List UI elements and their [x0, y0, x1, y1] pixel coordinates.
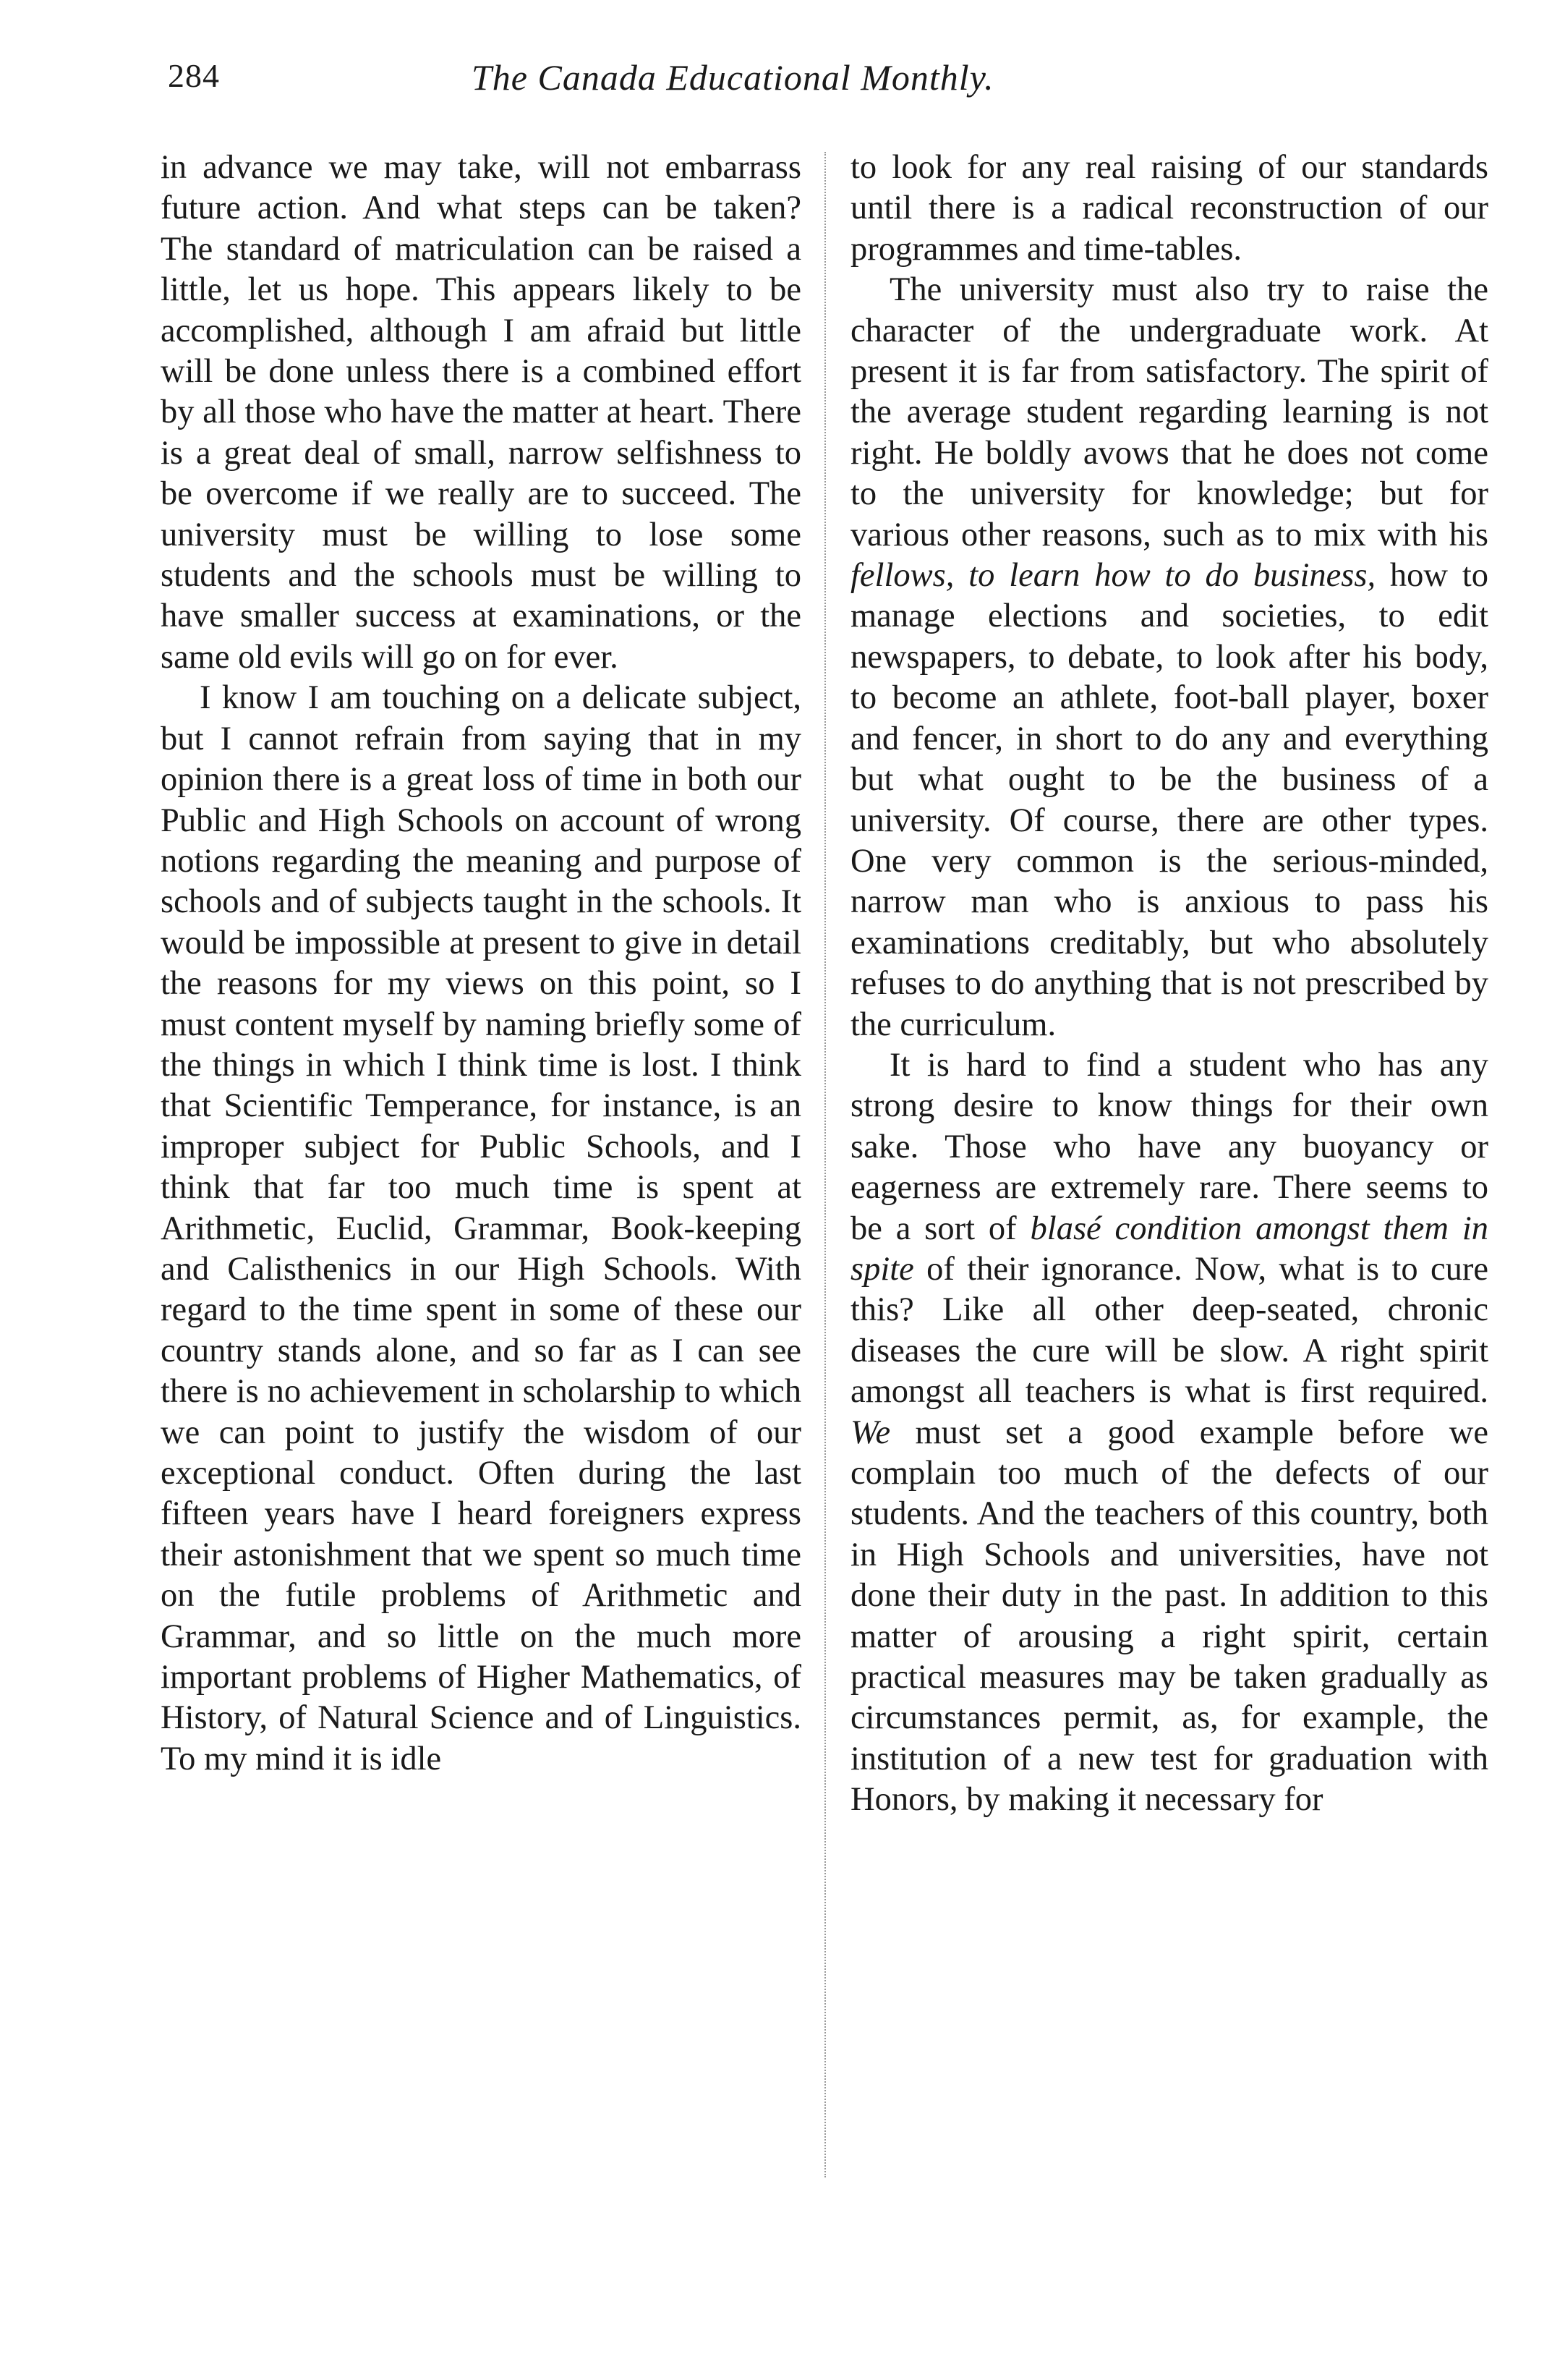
right-paragraph-3: [850, 1045, 1488, 1821]
right-paragraph-1: to look for any real raising of our standards until there is a radical reconstruction of our programmes and time-tables.: [850, 149, 1488, 268]
right-column: [850, 148, 1488, 1821]
left-column: [161, 148, 801, 1780]
column-divider: [824, 152, 827, 2177]
page-number: 284: [168, 57, 220, 94]
left-paragraph-2: I know I am touching on a delicate subject, but I cannot refrain from saying that in my opinion there is a great loss of time in both our Public and High Schools on account of wrong notions regarding the meaning and purpose of schools and of subjects taught in the schools. It would be impossible at present to give in detail the reasons for my views on this point, so I must content myself by naming briefly some of the things in which I think time is lost. I think that Scientific Temperance, for instance, is an improper subject for Public Schools, and I think that far too much time is spent at Arithmetic, Euclid, Grammar, Book-keeping and Calisthenics in our High Schools. With regard to the time spent in some of these our country stands alone, and so far as I can see there is no achievement in scholarship to which we can point to justify the wisdom of our exceptional conduct. Often during the last fifteen years have I heard foreigners express their astonishment that we spent so much time on the futile problems of Arithmetic and Grammar, and so little on the much more important problems of Higher Mathematics, of History, of Natural Science and of Linguistics. To my mind it is idle: [161, 679, 801, 1777]
running-head: [168, 56, 1166, 114]
right-paragraph-3-text-c: must set a good example before we complain too much of the defects of our students. And the teachers of this country, both in High Schools and universities, have not done their duty in the past. In addition to this matter of arousing a right spirit, certain practical measures may be taken gradually as circumstances permit, as, for example, the institution of a new test for graduation with Honors, by making it necessary for: [850, 1414, 1488, 1819]
right-paragraph-2-text-a: The university must also try to raise the character of the undergraduate work. At present it is far from satisfactory. The spirit of the average student regarding learning is not right. He boldly avows that he does not come to the university for knowledge; but for various other reasons, such as to mix with his: [850, 271, 1488, 553]
left-paragraph-1: in advance we may take, will not embarrass future action. And what steps can be taken? The standard of matriculation can be raised a little, let us hope. This appears likely to be accomplished, although I am afraid but little will be done unless there is a combined effort by all those who have the matter at heart. There is a great deal of small, narrow selfishness to be overcome if we really are to succeed. The university must be willing to lose some students and the schools must be willing to have smaller success at examinations, or the same old evils will go on for ever.: [161, 149, 801, 676]
right-paragraph-2: [850, 270, 1488, 1045]
right-paragraph-3-italic-2: We: [850, 1414, 891, 1451]
right-paragraph-2-text-b: how to manage elections and societies, to edit newspapers, to debate, to look after his body, to become an athlete, foot-ball player, boxer and fencer, in short to do any and everything but what ought to be the business of a university. Of course, there are other types. One very common is the serious-minded, narrow man who is anxious to pass his examinations creditably, but who absolutely refuses to do anything that is not prescribed by the curriculum.: [850, 557, 1488, 1043]
journal-title: The Canada Educational Monthly.: [472, 57, 994, 98]
right-paragraph-3-text-b: of their ignorance. Now, what is to cure this? Like all other deep-seated, chronic diseases the cure will be slow. A right spirit amongst all teachers is what is first required.: [850, 1250, 1488, 1411]
right-paragraph-2-italic: fellows, to learn how to do business,: [850, 557, 1376, 595]
right-paragraph-3-italic-1: blasé condition amongst them in spite: [850, 1210, 1488, 1288]
right-paragraph-3-text-a: It is hard to find a student who has any strong desire to know things for their own sake. Those who have any buoyancy or eagerness are extremely rare. There seems to be a sort of: [850, 1046, 1488, 1247]
